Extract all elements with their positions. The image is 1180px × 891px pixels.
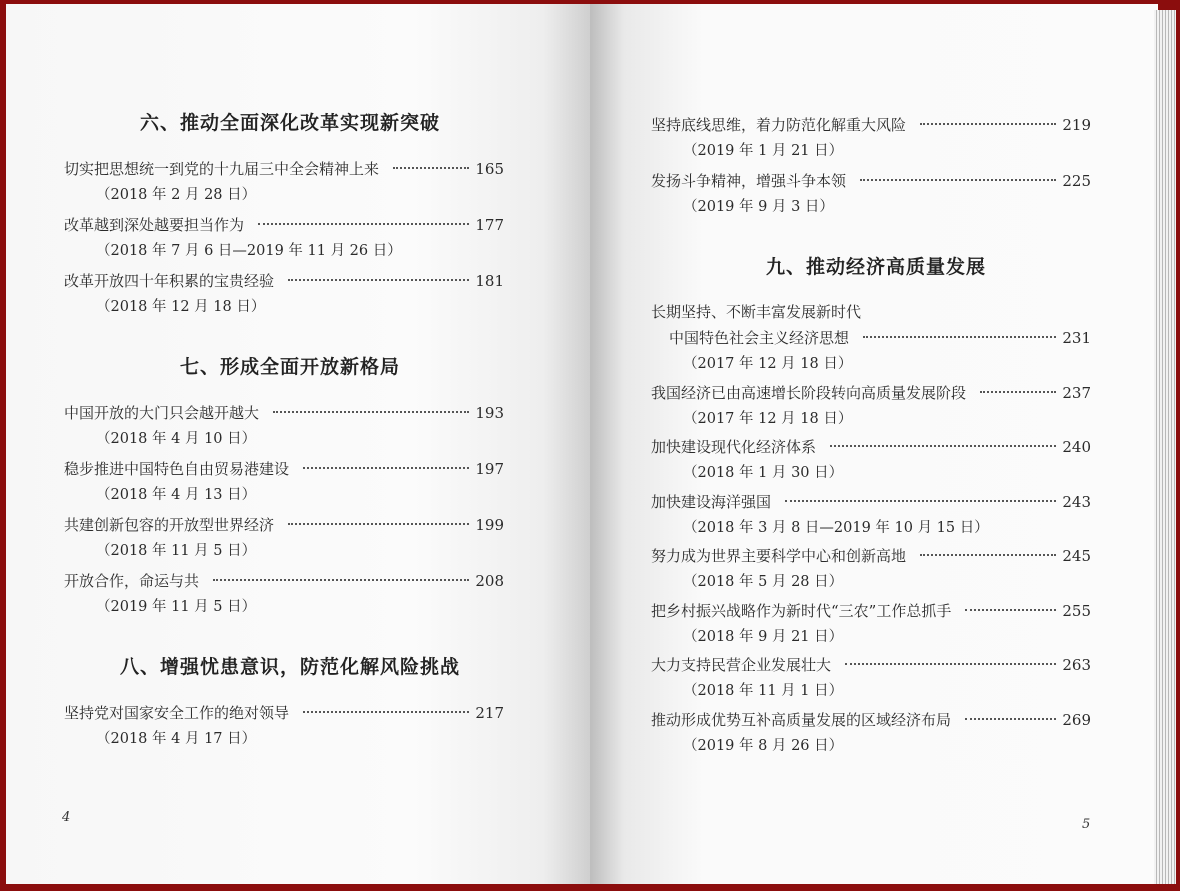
toc-entry[interactable] — [64, 571, 504, 617]
entry-page: 245 — [1062, 547, 1091, 565]
entry-page: 193 — [475, 404, 504, 422]
toc-entry[interactable] — [651, 655, 1091, 701]
entry-page: 197 — [475, 460, 504, 478]
entry-date: （2018 年 4 月 10 日） — [96, 431, 257, 447]
entry-page: 219 — [1062, 116, 1091, 134]
dot-leader — [860, 179, 1056, 181]
toc-entry[interactable] — [64, 159, 504, 205]
toc-entry[interactable] — [651, 437, 1091, 483]
entry-date: （2018 年 4 月 13 日） — [96, 487, 257, 503]
entry-title: 坚持底线思维，着力防范化解重大风险 — [651, 116, 907, 134]
entry-page: 243 — [1062, 493, 1091, 511]
page-number-left: 4 — [62, 810, 71, 825]
entry-title: 共建创新包容的开放型世界经济 — [64, 516, 275, 534]
entry-title: 努力成为世界主要科学中心和创新高地 — [651, 547, 907, 565]
entry-date: （2019 年 11 月 5 日） — [96, 599, 257, 615]
toc-entry[interactable] — [651, 115, 1091, 161]
toc-entry[interactable] — [64, 515, 504, 561]
entry-page: 237 — [1062, 384, 1091, 402]
entry-date: （2017 年 12 月 18 日） — [683, 356, 853, 372]
toc-entry[interactable] — [651, 302, 1091, 374]
entry-date: （2017 年 12 月 18 日） — [683, 411, 853, 427]
entry-title: 改革开放四十年积累的宝贵经验 — [64, 272, 275, 290]
entry-title: 开放合作，命运与共 — [64, 572, 200, 590]
entry-page: 231 — [1062, 329, 1091, 347]
entry-page: 208 — [475, 572, 504, 590]
entry-title: 大力支持民营企业发展壮大 — [651, 656, 832, 674]
entry-date: （2018 年 11 月 1 日） — [683, 683, 844, 699]
section-title-6: 六、推动全面深化改革实现新突破 — [139, 112, 440, 134]
entry-page: 240 — [1062, 438, 1091, 456]
dot-leader — [393, 167, 469, 169]
open-book — [6, 4, 1174, 884]
entry-date: （2018 年 1 月 30 日） — [683, 465, 844, 481]
toc-entry[interactable] — [64, 403, 504, 449]
entry-date: （2018 年 12 月 18 日） — [96, 299, 266, 315]
section-title-9: 九、推动经济高质量发展 — [765, 256, 986, 278]
entry-page: 165 — [475, 160, 504, 178]
entry-title: 改革越到深处越要担当作为 — [64, 216, 245, 234]
entry-title: 发扬斗争精神，增强斗争本领 — [651, 172, 847, 190]
dot-leader — [830, 445, 1056, 447]
entry-date: （2019 年 1 月 21 日） — [683, 143, 844, 159]
entry-date: （2019 年 8 月 26 日） — [683, 738, 844, 754]
entry-title: 把乡村振兴战略作为新时代“三农”工作总抓手 — [651, 602, 952, 620]
dot-leader — [258, 223, 469, 225]
entry-page: 225 — [1062, 172, 1091, 190]
entry-title: 加快建设现代化经济体系 — [651, 438, 817, 456]
toc-entry[interactable] — [64, 271, 504, 317]
entry-title: 中国开放的大门只会越开越大 — [64, 404, 260, 422]
entry-date: （2018 年 3 月 8 日—2019 年 10 月 15 日） — [683, 520, 989, 536]
toc-entry[interactable] — [64, 459, 504, 505]
entry-page: 181 — [475, 272, 504, 290]
entry-date: （2019 年 9 月 3 日） — [683, 199, 834, 215]
entry-page: 269 — [1062, 711, 1091, 729]
page-number-right: 5 — [1082, 817, 1091, 832]
toc-entry[interactable] — [651, 601, 1091, 647]
entry-title: 切实把思想统一到党的十九届三中全会精神上来 — [64, 160, 380, 178]
entry-date: （2018 年 9 月 21 日） — [683, 629, 844, 645]
page-edges — [1154, 10, 1176, 884]
section-title-8: 八、增强忧患意识，防范化解风险挑战 — [119, 656, 460, 678]
entry-title: 推动形成优势互补高质量发展的区域经济布局 — [651, 711, 952, 729]
dot-leader — [965, 718, 1056, 720]
entry-date: （2018 年 11 月 5 日） — [96, 543, 257, 559]
dot-leader — [303, 711, 469, 713]
entry-title: 中国特色社会主义经济思想 — [669, 329, 850, 347]
entry-title: 我国经济已由高速增长阶段转向高质量发展阶段 — [651, 384, 967, 402]
entry-date: （2018 年 7 月 6 日—2019 年 11 月 26 日） — [96, 243, 402, 259]
toc-entry[interactable] — [651, 546, 1091, 592]
dot-leader — [863, 336, 1056, 338]
dot-leader — [288, 279, 469, 281]
dot-leader — [920, 123, 1056, 125]
dot-leader — [920, 554, 1056, 556]
entry-date: （2018 年 2 月 28 日） — [96, 187, 257, 203]
toc-entry[interactable] — [651, 171, 1091, 217]
toc-entry[interactable] — [64, 215, 504, 261]
dot-leader — [980, 391, 1056, 393]
entry-title: 坚持党对国家安全工作的绝对领导 — [64, 704, 290, 722]
entry-date: （2018 年 5 月 28 日） — [683, 574, 844, 590]
dot-leader — [785, 500, 1056, 502]
dot-leader — [288, 523, 469, 525]
dot-leader — [845, 663, 1056, 665]
entry-title: 稳步推进中国特色自由贸易港建设 — [64, 460, 290, 478]
dot-leader — [303, 467, 469, 469]
dot-leader — [213, 579, 469, 581]
entry-date: （2018 年 4 月 17 日） — [96, 731, 257, 747]
toc-entry[interactable] — [64, 703, 504, 749]
dot-leader — [273, 411, 469, 413]
entry-page: 263 — [1062, 656, 1091, 674]
section-title-7: 七、形成全面开放新格局 — [179, 356, 400, 378]
entry-title-line1: 长期坚持、不断丰富发展新时代 — [651, 303, 862, 321]
toc-entry[interactable] — [651, 383, 1091, 429]
dot-leader — [965, 609, 1056, 611]
entry-page: 199 — [475, 516, 504, 534]
entry-title: 加快建设海洋强国 — [651, 493, 772, 511]
toc-entry[interactable] — [651, 492, 1091, 538]
entry-page: 217 — [475, 704, 504, 722]
entry-page: 177 — [475, 216, 504, 234]
entry-page: 255 — [1062, 602, 1091, 620]
toc-entry[interactable] — [651, 710, 1091, 756]
